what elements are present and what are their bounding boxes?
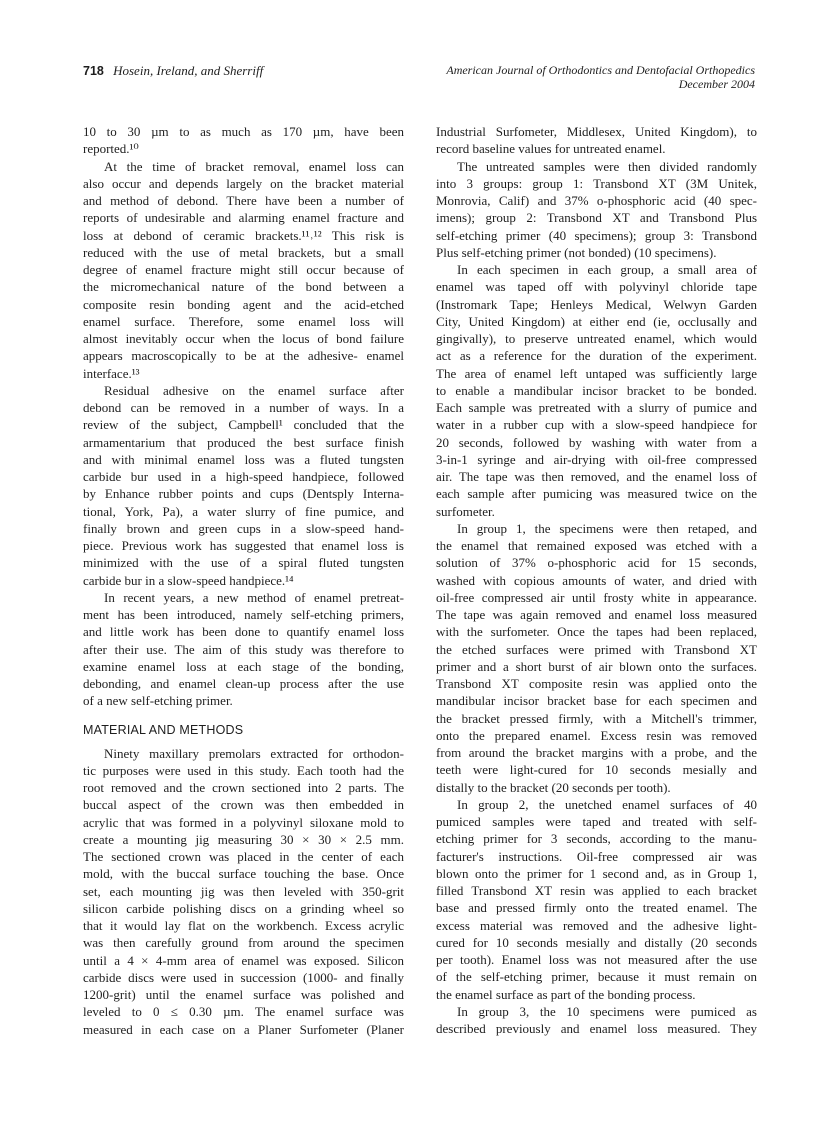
text-line: root removed and the crown sectioned into 2 parts. The <box>83 780 404 795</box>
text-line: 3-in-1 syringe and air-drying with oil-free compressed <box>436 451 757 467</box>
paragraph <box>436 1003 757 1038</box>
text-line: facturer's instructions. Oil-free compressed air was <box>436 848 757 864</box>
text-line: the enamel that remained exposed was etched with a <box>436 538 757 553</box>
text-line: City, United Kingdom) at either end (ie, occlusally and <box>436 313 757 329</box>
text-line: composite resin bonding agent and the acid-etched <box>83 296 404 312</box>
text-line: until a 4 × 4-mm area of enamel was exposed. Silicon <box>83 952 404 968</box>
left-column <box>83 123 404 1038</box>
text-line: degree of enamel fracture might still occur because of <box>83 262 404 277</box>
text-line: leveled to 0 ≤ 0.30 µm. The enamel surface was <box>83 1004 404 1020</box>
text-line: Industrial Surfometer, Middlesex, United Kingdom), to <box>436 124 757 139</box>
paragraph <box>83 123 404 158</box>
running-header-right <box>446 63 755 91</box>
text-line: from around the bracket margins with a probe, and the <box>436 745 757 760</box>
text-line: record baseline values for untreated enamel. <box>436 141 666 157</box>
text-line: oil-free compressed air until frosty white in appearance. <box>436 589 757 605</box>
text-line: Each sample was pretreated with a slurry of pumice and <box>436 400 757 415</box>
text-line: the micromechanical nature of the bond between a <box>83 279 404 295</box>
journal-title: American Journal of Orthodontics and Dentofacial Orthopedics <box>446 63 755 77</box>
text-line: tional, York, Pa), a water slurry of fine pumice, and <box>83 503 404 519</box>
text-line: buccal aspect of the crown was then embedded in <box>83 797 404 813</box>
section-heading: MATERIAL AND METHODS <box>83 722 244 737</box>
text-line: per tooth). Enamel loss was not measured after the use <box>436 952 757 967</box>
right-column <box>436 123 757 1037</box>
text-line: with the surfometer. Once the tapes had been replaced, <box>436 624 757 640</box>
text-line: review of the subject, Campbell¹ concluded that the <box>83 417 404 433</box>
paragraph <box>436 158 757 262</box>
text-line: base and pressed firmly onto the treated enamel. The <box>436 900 757 916</box>
text-line: to enable a mandibular incisor bracket to be bonded. <box>436 382 757 398</box>
text-line: armamentarium that produced the best surface finish <box>83 434 404 450</box>
text-line: Plus self-etching primer (not bonded) (10 specimens). <box>436 244 717 260</box>
text-line: 1200-grit) until the enamel surface was polished and <box>83 987 404 1002</box>
authors: Hosein, Ireland, and Sherriff <box>113 63 264 78</box>
text-line: mandibular incisor bracket base for each specimen and <box>436 693 757 709</box>
text-line: interface.¹³ <box>83 365 140 381</box>
text-line: ment has been introduced, namely self-etching primers, <box>83 607 404 622</box>
paragraph <box>436 123 757 158</box>
text-line: self-etching primer (40 specimens); group 3: Transbond <box>436 227 757 243</box>
text-line: described previously and enamel loss measured. They <box>436 1021 757 1036</box>
text-line: teeth were light-cured for 10 seconds mesially and <box>436 762 757 778</box>
text-line: carbide bur used in a high-speed handpiece, followed <box>83 469 404 484</box>
text-line: reduced with the use of metal brackets, but a small <box>83 244 404 260</box>
text-line: excess material was removed and the adhesive light- <box>436 917 757 933</box>
text-line: Ninety maxillary premolars extracted for orthodon- <box>104 745 404 761</box>
paragraph <box>83 158 404 382</box>
text-line: into 3 groups: group 1: Transbond XT (3M Unitek, <box>436 175 757 191</box>
text-line: In recent years, a new method of enamel pretreat- <box>104 589 404 605</box>
text-line: carbide discs were used in succession (1000- and finally <box>83 969 404 985</box>
text-line: also occur and depends largely on the bracket material <box>83 175 404 191</box>
text-line: Monrovia, Calif) and 37% o-phosphoric acid (40 spec- <box>436 193 757 208</box>
text-line: debonding, and enamel clean-up process after the use <box>83 676 404 691</box>
text-line: filled Transbond XT resin was applied to each bracket <box>436 883 757 898</box>
paragraph <box>83 745 404 1038</box>
text-line: each sample after pumicing was measured twice on the <box>436 486 757 502</box>
text-line: Transbond XT composite resin was applied onto the <box>436 676 757 691</box>
text-line: The untreated samples were then divided randomly <box>457 158 757 174</box>
text-line: appears macroscopically to be at the adhesive- enamel <box>83 348 404 364</box>
issue-date: December 2004 <box>678 77 755 91</box>
text-line: tic purposes were used in this study. Each tooth had the <box>83 762 404 778</box>
running-header-left <box>83 63 263 79</box>
text-line: of a new self-etching primer. <box>83 693 233 709</box>
text-line: create a mounting jig measuring 30 × 30 × 2.5 mm. <box>83 831 404 847</box>
text-line: 20 seconds, followed by washing with water from a <box>436 434 757 450</box>
text-line: enamel was taped off with polyvinyl chloride tape <box>436 279 757 295</box>
page-number: 718 <box>83 64 104 78</box>
text-line: and method of debond. There have been a number of <box>83 193 404 208</box>
text-line: imens); group 2: Transbond XT and Transbond Plus <box>436 210 757 226</box>
text-line: and little work has been done to quantify enamel loss <box>83 624 404 640</box>
text-line: minimized with the use of a spiral fluted tungsten <box>83 555 404 571</box>
paragraph <box>436 520 757 796</box>
text-line: distally to the bracket (20 seconds per tooth). <box>436 779 671 795</box>
text-line: gingivally), to preserve untreated enamel, which would <box>436 331 757 346</box>
paragraph <box>436 796 757 1003</box>
text-line: finally brown and green cups in a slow-speed hand- <box>83 520 404 536</box>
text-line: reports of undesirable and alarming enamel fracture and <box>83 210 404 226</box>
text-line: water in a rubber cup with a slow-speed handpiece for <box>436 417 757 433</box>
text-line: blown onto the primer for 1 second and, as in Group 1, <box>436 865 757 881</box>
text-line: (Instromark Tape; Henleys Medical, Welwyn Garden <box>436 296 757 312</box>
text-line: In group 3, the 10 specimens were pumiced as <box>457 1003 757 1019</box>
text-line: enamel surface. Therefore, some enamel loss will <box>83 313 404 329</box>
text-line: of the self-etching primer, because it must remain on <box>436 969 757 985</box>
text-line: At the time of bracket removal, enamel loss can <box>104 158 404 174</box>
text-line: almost inevitably occur when the locus of bond failure <box>83 331 404 346</box>
text-line: acrylic that was formed in a polyvinyl siloxane mold to <box>83 814 404 830</box>
text-line: In each specimen in each group, a small area of <box>457 262 757 277</box>
paragraph <box>83 382 404 589</box>
text-line: silicon carbide polishing discs on a grinding wheel so <box>83 900 404 916</box>
text-line: Residual adhesive on the enamel surface after <box>104 382 404 398</box>
text-line: the bracket pressed firmly, with a Mitchell's trimmer, <box>436 710 757 726</box>
text-line: the enamel surface as part of the bonding process. <box>436 986 696 1002</box>
text-line: In group 2, the unetched enamel surfaces of 40 <box>457 796 757 812</box>
text-line: carbide bur in a slow-speed handpiece.¹⁴ <box>83 572 294 588</box>
text-line: after their use. The aim of this study was therefore to <box>83 641 404 657</box>
text-line: cured for 10 seconds mesially and distally (20 seconds <box>436 934 757 950</box>
text-line: mold, with the buccal surface touching the base. Once <box>83 866 404 882</box>
text-line: by Enhance rubber points and cups (Dentsply Interna- <box>83 486 404 502</box>
text-line: measured in each case on a Planer Surfometer (Planer <box>83 1021 404 1037</box>
text-line: In group 1, the specimens were then retaped, and <box>457 520 757 536</box>
text-line: surfometer. <box>436 503 495 519</box>
text-line: set, each mounting jig was then leveled with 350-grit <box>83 883 404 899</box>
text-line: debond can be removed in a number of ways. In a <box>83 400 404 415</box>
text-line: pumiced samples were taped and treated with self- <box>436 814 757 829</box>
text-line: solution of 37% o-phosphoric acid for 15 seconds, <box>436 555 757 571</box>
text-line: act as a reference for the duration of the experiment. <box>436 348 757 364</box>
text-line: The sectioned crown was placed in the center of each <box>83 849 404 864</box>
text-line: The area of enamel left untaped was sufficiently large <box>436 365 757 381</box>
text-line: The tape was again removed and enamel loss measured <box>436 607 757 622</box>
paragraph <box>436 261 757 520</box>
text-line: reported.¹⁰ <box>83 141 139 157</box>
text-line: piece. Previous work has suggested that enamel loss is <box>83 538 404 553</box>
text-line: and with minimal enamel loss was a fluted tungsten <box>83 451 404 467</box>
text-line: air. The tape was then removed, and the enamel loss of <box>436 469 757 484</box>
text-line: examine enamel loss at each stage of the bonding, <box>83 658 404 674</box>
text-line: primer and a short burst of air blown onto the surfaces. <box>436 658 757 674</box>
text-line: that it would lay flat on the workbench. Excess acrylic <box>83 918 404 933</box>
text-line: the etched surfaces were primed with Transbond XT <box>436 641 757 657</box>
text-line: loss at debond of ceramic brackets.¹¹˒¹² This risk is <box>83 227 404 243</box>
paragraph <box>83 589 404 710</box>
text-line: washed with copious amounts of water, and dried with <box>436 572 757 588</box>
text-line: etching primer for 3 seconds, according to the manu- <box>436 831 757 847</box>
text-line: 10 to 30 µm to as much as 170 µm, have been <box>83 124 404 139</box>
text-line: onto the prepared enamel. Excess resin was removed <box>436 727 757 743</box>
text-line: was then carefully ground from around the specimen <box>83 935 404 951</box>
